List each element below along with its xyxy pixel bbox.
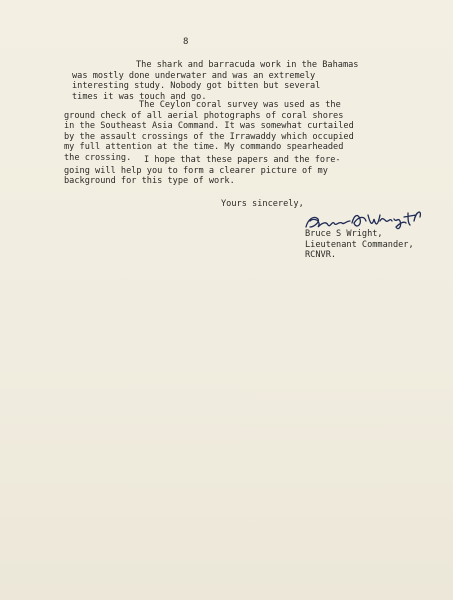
closing-salutation: Yours sincerely, bbox=[221, 199, 304, 209]
text-line: The Ceylon coral survey was used as the bbox=[139, 100, 341, 110]
text-line: my full attention at the time. My commando spearheaded bbox=[64, 142, 344, 153]
text-line: The shark and barracuda work in the Bahamas bbox=[136, 60, 359, 70]
signatory-service: RCNVR. bbox=[305, 250, 337, 261]
text-line: ground check of all aerial photographs of coral shores bbox=[64, 110, 344, 121]
text-line: interesting study. Nobody got bitten but several bbox=[72, 81, 321, 92]
signature-block bbox=[305, 229, 414, 261]
signatory-name: Bruce S Wright, bbox=[305, 229, 383, 239]
text-line: I hope that these papers and the fore- bbox=[144, 155, 341, 165]
text-line: was mostly done underwater and was an extremely bbox=[72, 70, 316, 81]
text-line: in the Southeast Asia Command. It was somewhat curtailed bbox=[64, 121, 354, 132]
paragraph-closing-remarks bbox=[64, 152, 341, 187]
paragraph-bahamas bbox=[72, 60, 358, 102]
text-line: by the assault crossings of the Irrawaddy which occupied bbox=[64, 131, 354, 142]
text-line: times it was touch and go. bbox=[72, 91, 207, 102]
text-line: going will help you to form a clearer picture of my bbox=[64, 165, 328, 176]
signatory-title: Lieutenant Commander, bbox=[305, 239, 414, 250]
text-line: the crossing. bbox=[64, 152, 132, 163]
page-number: 8 bbox=[183, 37, 189, 47]
text-line: background for this type of work. bbox=[64, 176, 235, 187]
